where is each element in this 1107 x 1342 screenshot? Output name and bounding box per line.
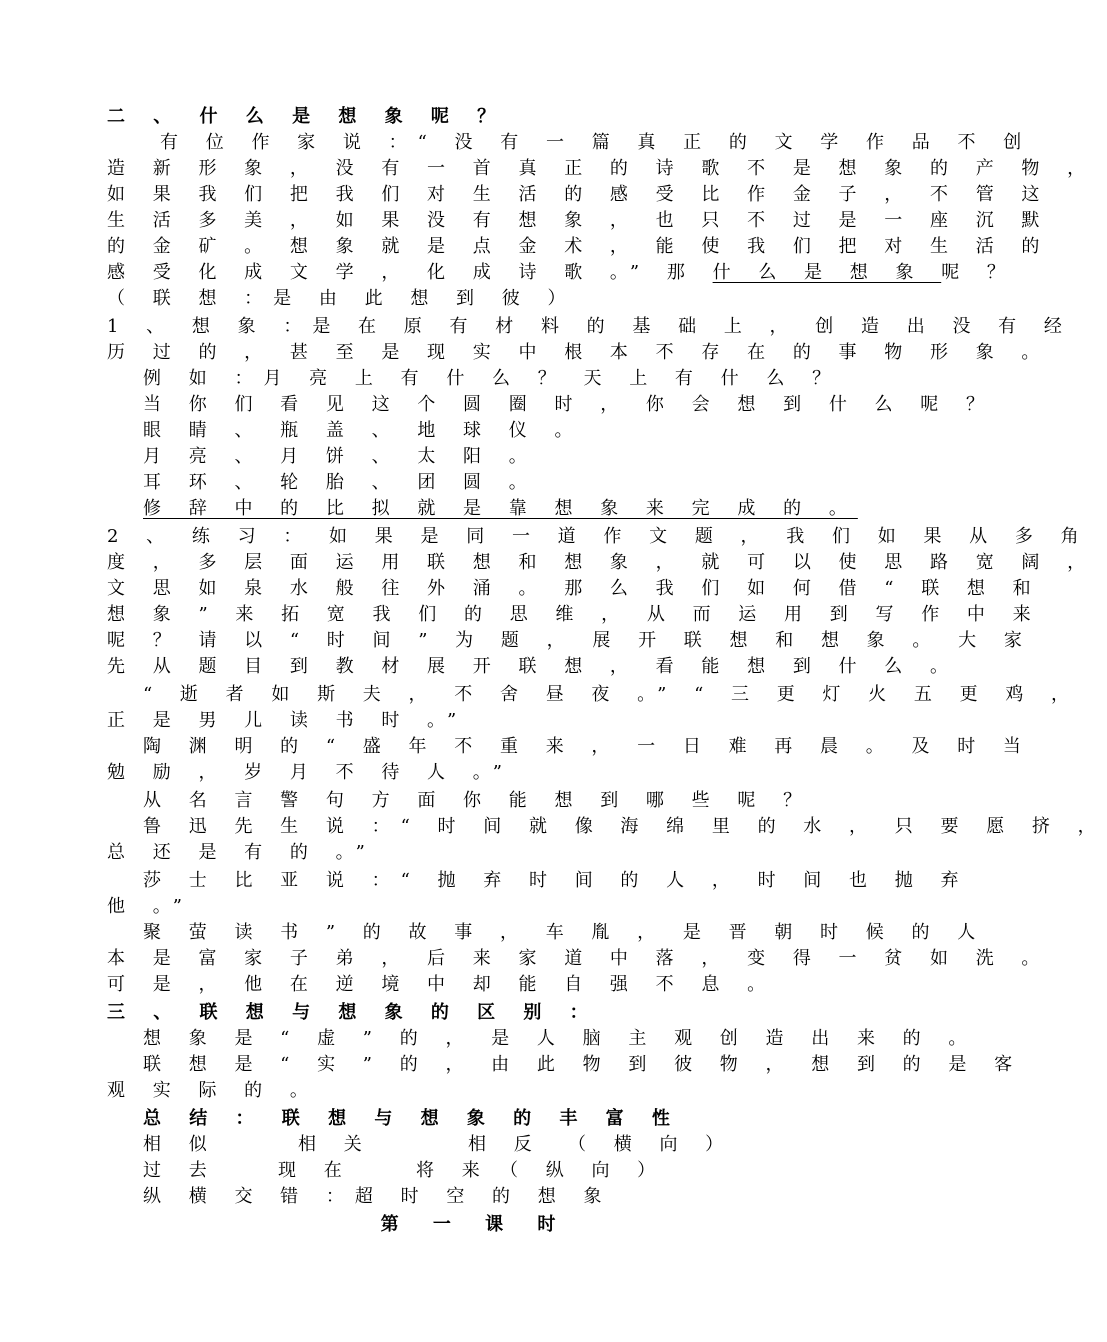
imagination-line: 想 象 是 “ 虚 ” 的 ， 是 人 脑 主 观 创 造 出 来 的 。 xyxy=(143,1028,978,1049)
example-line: 眼 睛 、 瓶 盖 、 地 球 仪 。 xyxy=(143,420,584,441)
item2-line: 呢 ？ 请 以 “ 时 间 ” 为 题 ， 展 开 联 想 和 想 象 。 大 家 xyxy=(107,630,1033,651)
row1-similar: 相 似 xyxy=(143,1134,218,1155)
para1-line: 如 果 我 们 把 我 们 对 生 活 的 感 受 比 作 金 子 ， 不 管 这 xyxy=(107,184,1051,205)
section2-heading: 二 、 什 么 是 想 象 呢 ？ xyxy=(107,106,507,127)
item1-line: 历 过 的 ， 甚 至 是 现 实 中 根 本 不 存 在 的 事 物 形 象 。 xyxy=(107,342,1051,363)
para1-last-line xyxy=(107,260,1016,286)
para1-line: 生 活 多 美 ， 如 果 没 有 想 象 ， 也 只 不 过 是 一 座 沉 默 xyxy=(107,210,1051,231)
lesson-title: 第 一 课 时 xyxy=(380,1214,570,1235)
row2-past: 过 去 xyxy=(143,1160,218,1181)
section3-heading: 三 、 联 想 与 想 象 的 区 别 ： xyxy=(107,1002,599,1023)
quote-line: 鲁 迅 先 生 说 ：“ 时 间 就 像 海 绵 里 的 水 ， 只 要 愿 挤 ， xyxy=(143,816,1107,837)
para1-line: 造 新 形 象 ， 没 有 一 首 真 正 的 诗 歌 不 是 想 象 的 产 物 ， xyxy=(107,158,1097,179)
para1-line: 有 位 作 家 说 ：“ 没 有 一 篇 真 正 的 文 学 作 品 不 创 xyxy=(160,132,1033,153)
quote-line: “ 逝 者 如 斯 夫 ， 不 舍 昼 夜 。” “ 三 更 灯 火 五 更 鸡 ， xyxy=(143,684,1081,705)
example-line: 月 亮 、 月 饼 、 太 阳 。 xyxy=(143,446,538,467)
story-line: 可 是 ， 他 在 逆 境 中 却 能 自 强 不 息 。 xyxy=(107,974,777,995)
para1-last-pre: 感 受 化 成 文 学 ， 化 成 诗 歌 。” 那 xyxy=(107,262,713,283)
item1-line: 1 、 想 象 ：是 在 原 有 材 料 的 基 础 上 ， 创 造 出 没 有 经 xyxy=(107,316,1073,337)
rhetoric-line: 修 辞 中 的 比 拟 就 是 靠 想 象 来 完 成 的 。 xyxy=(143,498,858,519)
item2-line: 文 思 如 泉 水 般 往 外 涌 。 那 么 我 们 如 何 借 “ 联 想 和 xyxy=(107,578,1042,599)
quote-line: 勉 励 ， 岁 月 不 待 人 。” xyxy=(107,762,513,783)
story-line: 本 是 富 家 子 弟 ， 后 来 家 道 中 落 ， 变 得 一 贫 如 洗 。 xyxy=(107,948,1051,969)
row1-direction: （ 横 向 ） xyxy=(568,1134,735,1155)
quote-line: 陶 渊 明 的 “ 盛 年 不 重 来 ， 一 日 难 再 晨 。 及 时 当 xyxy=(143,736,1032,757)
row2-direction: （ 纵 向 ） xyxy=(500,1160,667,1181)
para1-line: 的 金 矿 。 想 象 就 是 点 金 术 ， 能 使 我 们 把 对 生 活 的 xyxy=(107,236,1051,257)
item2-line: 先 从 题 目 到 教 材 展 开 联 想 ， 看 能 想 到 什 么 。 xyxy=(107,656,959,677)
example-line: 例 如 ：月 亮 上 有 什 么 ？ 天 上 有 什 么 ？ xyxy=(143,368,842,389)
para1-last-post: 呢 ？ xyxy=(941,262,1016,283)
row2-present: 现 在 xyxy=(278,1160,353,1181)
example-line: 耳 环 、 轮 胎 、 团 圆 。 xyxy=(143,472,538,493)
row1-opposite: 相 反 xyxy=(468,1134,543,1155)
item2-line: 度 ， 多 层 面 运 用 联 想 和 想 象 ， 就 可 以 使 思 路 宽 阔 ， xyxy=(107,552,1097,573)
item2-line: 2 、 练 习 ： 如 果 是 同 一 道 作 文 题 ， 我 们 如 果 从 多 角 xyxy=(107,526,1090,547)
association-note: （ 联 想 ：是 由 此 想 到 彼 ） xyxy=(107,288,577,309)
item2-line: 想 象 ” 来 拓 宽 我 们 的 思 维 ， 从 而 运 用 到 写 作 中 来 xyxy=(107,604,1042,625)
row3-line: 纵 横 交 错 ：超 时 空 的 想 象 xyxy=(143,1186,613,1207)
quote-line: 从 名 言 警 句 方 面 你 能 想 到 哪 些 呢 ？ xyxy=(143,790,813,811)
row2-future: 将 来 xyxy=(416,1160,491,1181)
quote-line: 总 还 是 有 的 。” xyxy=(107,842,376,863)
quote-line: 正 是 男 儿 读 书 时 。” xyxy=(107,710,468,731)
underlined-question: 什 么 是 想 象 xyxy=(712,262,942,283)
summary-line: 总 结 ： 联 想 与 想 象 的 丰 富 性 xyxy=(143,1108,681,1129)
story-line: 聚 萤 读 书 ” 的 故 事 ， 车 胤 ， 是 晋 朝 时 候 的 人 xyxy=(143,922,987,943)
quote-line: 莎 士 比 亚 说 ：“ 抛 弃 时 间 的 人 ， 时 间 也 抛 弃 xyxy=(143,870,970,891)
association-line: 观 实 际 的 。 xyxy=(107,1080,319,1101)
association-line: 联 想 是 “ 实 ” 的 ， 由 此 物 到 彼 物 ， 想 到 的 是 客 xyxy=(143,1054,1024,1075)
row1-related: 相 关 xyxy=(298,1134,373,1155)
example-line: 当 你 们 看 见 这 个 圆 圈 时 ， 你 会 想 到 什 么 呢 ？ xyxy=(143,394,995,415)
quote-line: 他 。” xyxy=(107,896,193,917)
